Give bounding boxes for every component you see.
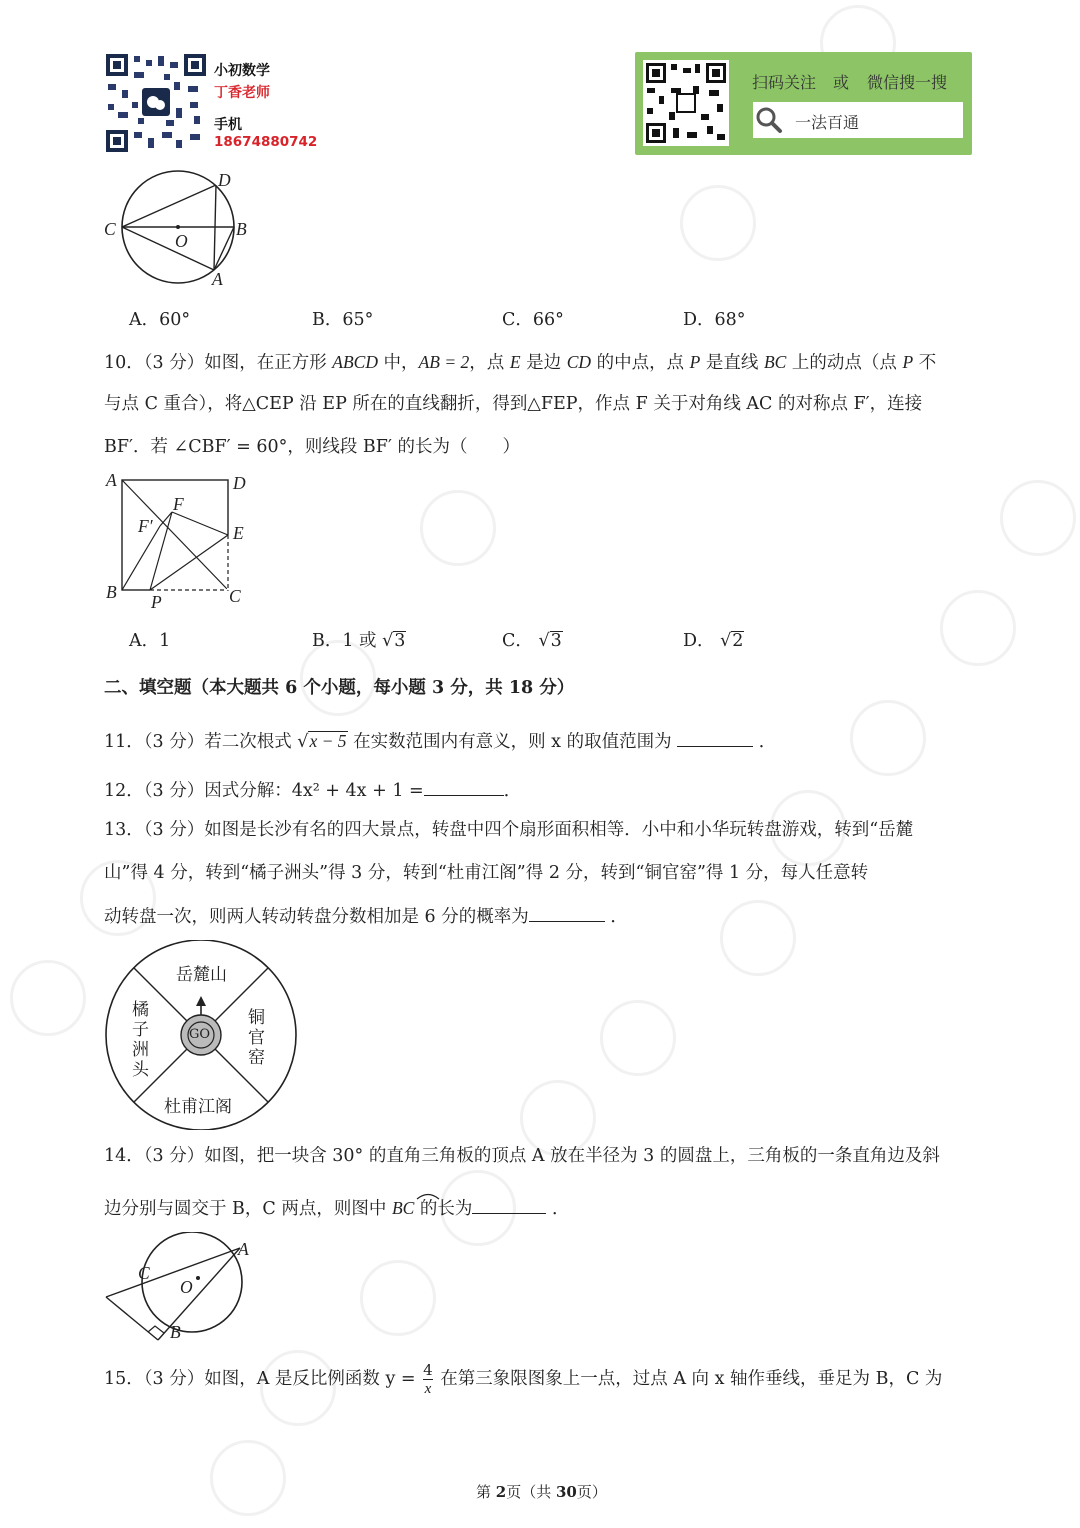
arrow-up-icon bbox=[196, 996, 206, 1006]
wheel-label-right: 铜官窑 bbox=[248, 1008, 265, 1068]
wheel-center-go[interactable]: GO bbox=[189, 1027, 211, 1042]
q10-label-Fprime: F′ bbox=[138, 516, 153, 536]
q14-right-angle-mark bbox=[148, 1326, 164, 1333]
promo-scan-text: 扫码关注 bbox=[752, 73, 817, 92]
page-footer: 第 2页（共 30页） bbox=[476, 1483, 607, 1501]
search-icon bbox=[755, 106, 783, 134]
q10-option-d[interactable]: D． √2 bbox=[683, 631, 744, 651]
q9-label-D: D bbox=[218, 170, 231, 190]
q10-label-P: P bbox=[151, 592, 162, 612]
q14-label-B: B bbox=[170, 1322, 181, 1342]
q14-answer-blank[interactable] bbox=[472, 1195, 546, 1214]
q10-label-F: F bbox=[173, 494, 184, 514]
q15-fraction: $\frac{4}{x}$ bbox=[423, 1361, 433, 1397]
q10-line2: 与点 C 重合），将△CEP 沿 EP 所在的直线翻折，得到△FEP，作点 F 关于对角线 AC 的对称点 F′，连接 bbox=[104, 394, 923, 414]
q14-arc-bc: BC bbox=[391, 1198, 415, 1218]
q10-label-A: A bbox=[106, 470, 117, 490]
q10-line1: 10．（3 分）如图，在正方形 ABCD 中，AB = 2，点 E 是边 CD 的中点，点 P 是直线 BC 上的动点（点 P 不 bbox=[104, 352, 937, 373]
promo-or-text: 或 bbox=[833, 73, 850, 92]
q10-label-E: E bbox=[233, 523, 244, 543]
promo-wechat-text: 微信搜一搜 bbox=[867, 73, 948, 92]
q9-label-B: B bbox=[236, 219, 247, 239]
wechat-qr-code[interactable] bbox=[104, 52, 208, 154]
promo-search-box[interactable] bbox=[753, 102, 963, 138]
q11: 11．（3 分）若二次根式 √x − 5 在实数范围内有意义，则 x 的取值范围为 ． bbox=[104, 728, 776, 754]
q10-option-c[interactable]: C． √3 bbox=[502, 631, 562, 651]
q14-line2: 边分别与圆交于 B，C 两点，则图中 BC 的长为 ． bbox=[104, 1195, 569, 1221]
q12-answer-blank[interactable] bbox=[424, 777, 504, 796]
q14-label-O: O bbox=[180, 1277, 193, 1297]
q14-line1: 14．（3 分）如图，把一块含 30° 的直角三角板的顶点 A 放在半径为 3 的圆盘上，三角板的一条直角边及斜 bbox=[104, 1146, 940, 1166]
q10-line-PE bbox=[150, 535, 228, 590]
q14-leg-short bbox=[106, 1297, 158, 1340]
q10-label-B: B bbox=[106, 582, 117, 602]
q9-label-A: A bbox=[212, 269, 223, 289]
q11-answer-blank[interactable] bbox=[677, 728, 753, 747]
q9-line-CD bbox=[122, 185, 216, 227]
q13-line1: 13．（3 分）如图是长沙有名的四大景点，转盘中四个扇形面积相等．小中和小华玩转盘游戏，转到“岳麓 bbox=[104, 820, 914, 840]
q10-line-PF bbox=[150, 512, 172, 590]
q10-option-a[interactable]: A．1 bbox=[129, 631, 171, 651]
header-name: 小初数学 bbox=[214, 63, 270, 79]
header-left bbox=[104, 52, 318, 154]
q14-center-dot bbox=[196, 1276, 200, 1280]
q10-option-b[interactable]: B．1 或 √3 bbox=[312, 631, 406, 651]
wheel-label-top: 岳麓山 bbox=[176, 965, 227, 985]
q9-label-C: C bbox=[104, 219, 116, 239]
q14-label-A: A bbox=[238, 1239, 249, 1259]
q13-answer-blank[interactable] bbox=[529, 903, 605, 922]
q10-label-C: C bbox=[229, 586, 241, 606]
q9-option-c[interactable]: C．66° bbox=[502, 310, 564, 330]
wheel-label-left: 橘子洲头 bbox=[132, 1000, 149, 1080]
q9-line-AB bbox=[214, 227, 234, 270]
promo-qr-code[interactable] bbox=[643, 60, 729, 146]
q10-line3: BF′．若 ∠CBF′ = 60°，则线段 BF′ 的长为（ ） bbox=[104, 437, 520, 457]
q15-line1: 15．（3 分）如图，A 是反比例函数 y = $\frac{4}{x}$ 在第三象限图象上一点，过点 A 向 x 轴作垂线，垂足为 B，C 为 bbox=[104, 1361, 943, 1397]
q14-label-C: C bbox=[138, 1263, 150, 1283]
section-2-heading: 二、填空题（本大题共 6 个小题，每小题 3 分，共 18 分） bbox=[104, 678, 575, 698]
q9-label-O: O bbox=[175, 231, 188, 251]
q10-label-D: D bbox=[233, 473, 246, 493]
q9-option-a[interactable]: A．60° bbox=[129, 310, 191, 330]
header-teacher: 丁香老师 bbox=[214, 85, 270, 101]
promo-banner[interactable] bbox=[635, 52, 972, 155]
promo-search-text: 一法百通 bbox=[795, 113, 860, 132]
q13-line3: 动转盘一次，则两人转动转盘分数相加是 6 分的概率为 ． bbox=[104, 903, 628, 929]
header-phone-label: 手机 bbox=[214, 117, 242, 133]
wheel-label-bottom: 杜甫江阁 bbox=[164, 1097, 232, 1117]
q9-option-b[interactable]: B．65° bbox=[312, 310, 374, 330]
q14-arc-mark bbox=[415, 1190, 441, 1200]
header-phone: 18674880742 bbox=[214, 134, 318, 150]
q14-hypotenuse bbox=[106, 1248, 240, 1297]
q9-line-DA bbox=[214, 185, 216, 270]
q9-option-d[interactable]: D．68° bbox=[683, 310, 746, 330]
q12: 12．（3 分）因式分解：4x² + 4x + 1 = ． bbox=[104, 777, 521, 803]
q13-line2: 山”得 4 分，转到“橘子洲头”得 3 分，转到“杜甫江阁”得 2 分，转到“铜官窑”得 1 分，每人任意转 bbox=[104, 863, 869, 883]
